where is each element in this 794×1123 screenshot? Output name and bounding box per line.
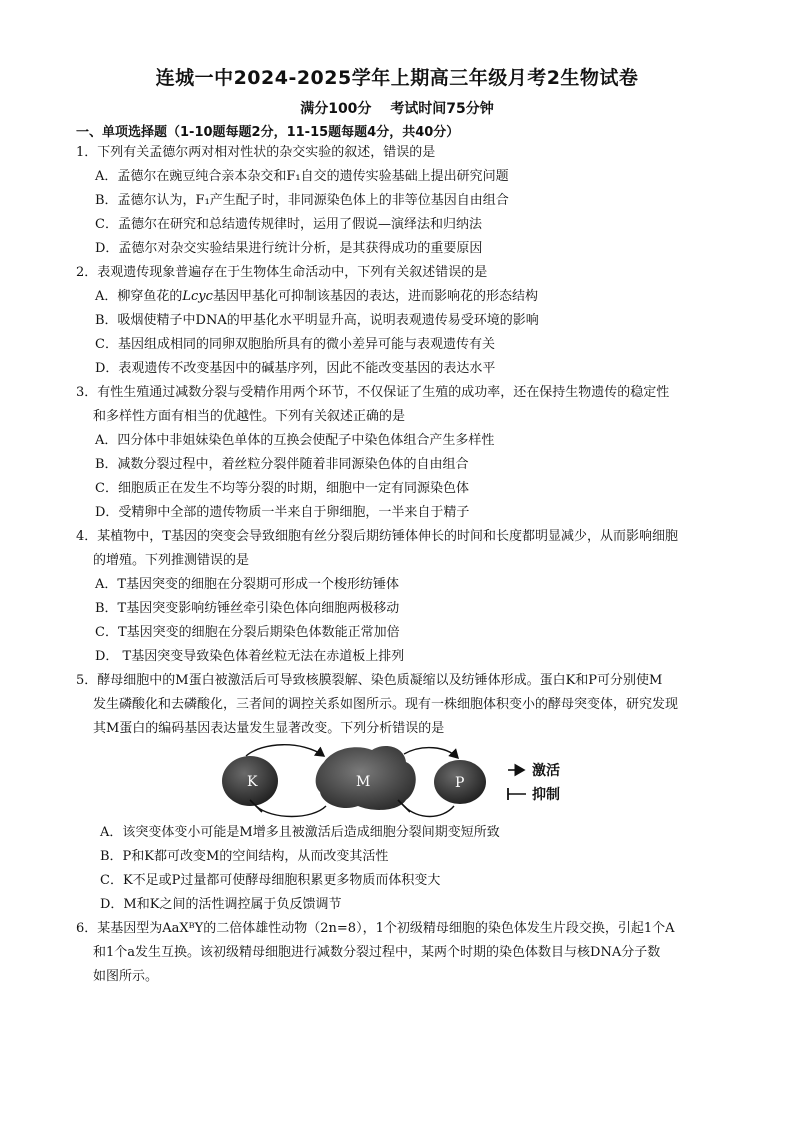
q4-option-c: C．T基因突变的细胞在分裂后期染色体数能正常加倍 bbox=[95, 625, 400, 640]
q3-option-d: D．受精卵中全部的遗传物质一半来自于卵细胞，一半来自于精子 bbox=[95, 505, 470, 520]
full-score: 满分100分 bbox=[300, 101, 372, 117]
q6-stem-line3: 如图所示。 bbox=[93, 969, 159, 984]
q5-option-b: B．P和K都可改变M的空间结构，从而改变其活性 bbox=[100, 849, 389, 864]
q3-stem-line2: 和多样性方面有相当的优越性。下列有关叙述正确的是 bbox=[93, 409, 406, 424]
k-activates-m-arrow bbox=[246, 745, 324, 756]
exam-time: 考试时间75分钟 bbox=[390, 101, 494, 117]
q1-option-a: A．孟德尔在豌豆纯合亲本杂交和F₁自交的遗传实验基础上提出研究问题 bbox=[95, 169, 509, 184]
q3-option-b: B．减数分裂过程中，着丝粒分裂伴随着非同源染色体的自由组合 bbox=[95, 457, 469, 472]
q5-option-a: A．该突变体变小可能是M增多且被激活后造成细胞分裂间期变短所致 bbox=[100, 825, 500, 840]
q3-option-a: A．四分体中非姐妹染色单体的互换会使配子中染色体组合产生多样性 bbox=[95, 433, 495, 448]
q2-gene-name: Lcyc bbox=[182, 289, 213, 304]
q2-option-a-pre: A．柳穿鱼花的 bbox=[95, 289, 183, 304]
q1-stem: 1．下列有关孟德尔两对相对性状的杂交实验的叙述，错误的是 bbox=[76, 145, 436, 160]
q5-stem-line2: 发生磷酸化和去磷酸化，三者间的调控关系如图所示。现有一株细胞体积变小的酵母突变体，研究发现 bbox=[93, 697, 679, 712]
q4-stem-line2: 的增殖。下列推测错误的是 bbox=[93, 553, 250, 568]
q6-stem-line1: 6．某基因型为AaXᴮY的二倍体雄性动物（2n=8），1个初级精母细胞的染色体发生片段交换，引起1个A bbox=[76, 921, 675, 936]
q5-stem-line3: 其M蛋白的编码基因表达量发生显著改变。下列分析错误的是 bbox=[93, 721, 445, 736]
m-activates-p-arrow bbox=[404, 748, 458, 758]
legend-inhibit: 抑制 bbox=[532, 787, 560, 803]
q4-option-a: A．T基因突变的细胞在分裂期可形成一个梭形纺锤体 bbox=[95, 577, 400, 592]
q5-stem-line1: 5．酵母细胞中的M蛋白被激活后可导致核膜裂解、染色质凝缩以及纺锤体形成。蛋白K和P可分别使M bbox=[76, 673, 663, 688]
q1-option-c: C．孟德尔在研究和总结遗传规律时，运用了假说—演绎法和归纳法 bbox=[95, 217, 482, 232]
q1-option-b: B．孟德尔认为，F₁产生配子时，非同源染色体上的非等位基因自由组合 bbox=[95, 193, 509, 208]
q2-option-b: B．吸烟使精子中DNA的甲基化水平明显升高，说明表观遗传易受环境的影响 bbox=[95, 313, 539, 328]
q3-stem-line1: 3．有性生殖通过减数分裂与受精作用两个环节，不仅保证了生殖的成功率，还在保持生物遗传的稳定性 bbox=[76, 385, 670, 400]
regulation-diagram bbox=[222, 740, 582, 836]
q6-stem-line2: 和1个a发生互换。该初级精母细胞进行减数分裂过程中，某两个时期的染色体数目与核DNA分子数 bbox=[93, 945, 661, 960]
protein-p-label: P bbox=[455, 775, 465, 791]
q4-option-b: B．T基因突变影响纺锤丝牵引染色体向细胞两极移动 bbox=[95, 601, 400, 616]
legend-activate: 激活 bbox=[532, 763, 560, 779]
q1-option-d: D．孟德尔对杂交实验结果进行统计分析，是其获得成功的重要原因 bbox=[95, 241, 483, 256]
q4-option-d: D． T基因突变导致染色体着丝粒无法在赤道板上排列 bbox=[95, 649, 405, 664]
q2-option-c: C．基因组成相同的同卵双胞胎所具有的微小差异可能与表观遗传有关 bbox=[95, 337, 495, 352]
protein-k-label: K bbox=[247, 774, 258, 790]
protein-m-label: M bbox=[356, 774, 371, 790]
section-heading: 一、单项选择题（1-10题每题2分，11-15题每题4分，共40分） bbox=[76, 125, 460, 140]
q4-stem-line1: 4．某植物中，T基因的突变会导致细胞有丝分裂后期纺锤体伸长的时间和长度都明显减少，从而影响细胞 bbox=[76, 529, 678, 544]
q2-option-a bbox=[95, 288, 538, 306]
p-inhibits-m-line bbox=[404, 806, 454, 817]
q2-option-a-post: 基因甲基化可抑制该基因的表达，进而影响花的形态结构 bbox=[212, 289, 538, 304]
page-title: 连城一中2024-2025学年上期高三年级月考2生物试卷 bbox=[155, 67, 639, 89]
q5-option-c: C．K不足或P过量都可使酵母细胞积累更多物质而体积变大 bbox=[100, 873, 441, 888]
q2-option-d: D．表观遗传不改变基因中的碱基序列，因此不能改变基因的表达水平 bbox=[95, 361, 496, 376]
m-inhibits-k-line bbox=[256, 806, 326, 817]
exam-info bbox=[0, 98, 794, 118]
q2-stem: 2．表观遗传现象普遍存在于生物体生命活动中，下列有关叙述错误的是 bbox=[76, 265, 488, 280]
q3-option-c: C．细胞质正在发生不均等分裂的时期，细胞中一定有同源染色体 bbox=[95, 481, 469, 496]
q5-option-d: D．M和K之间的活性调控属于负反馈调节 bbox=[100, 897, 342, 912]
